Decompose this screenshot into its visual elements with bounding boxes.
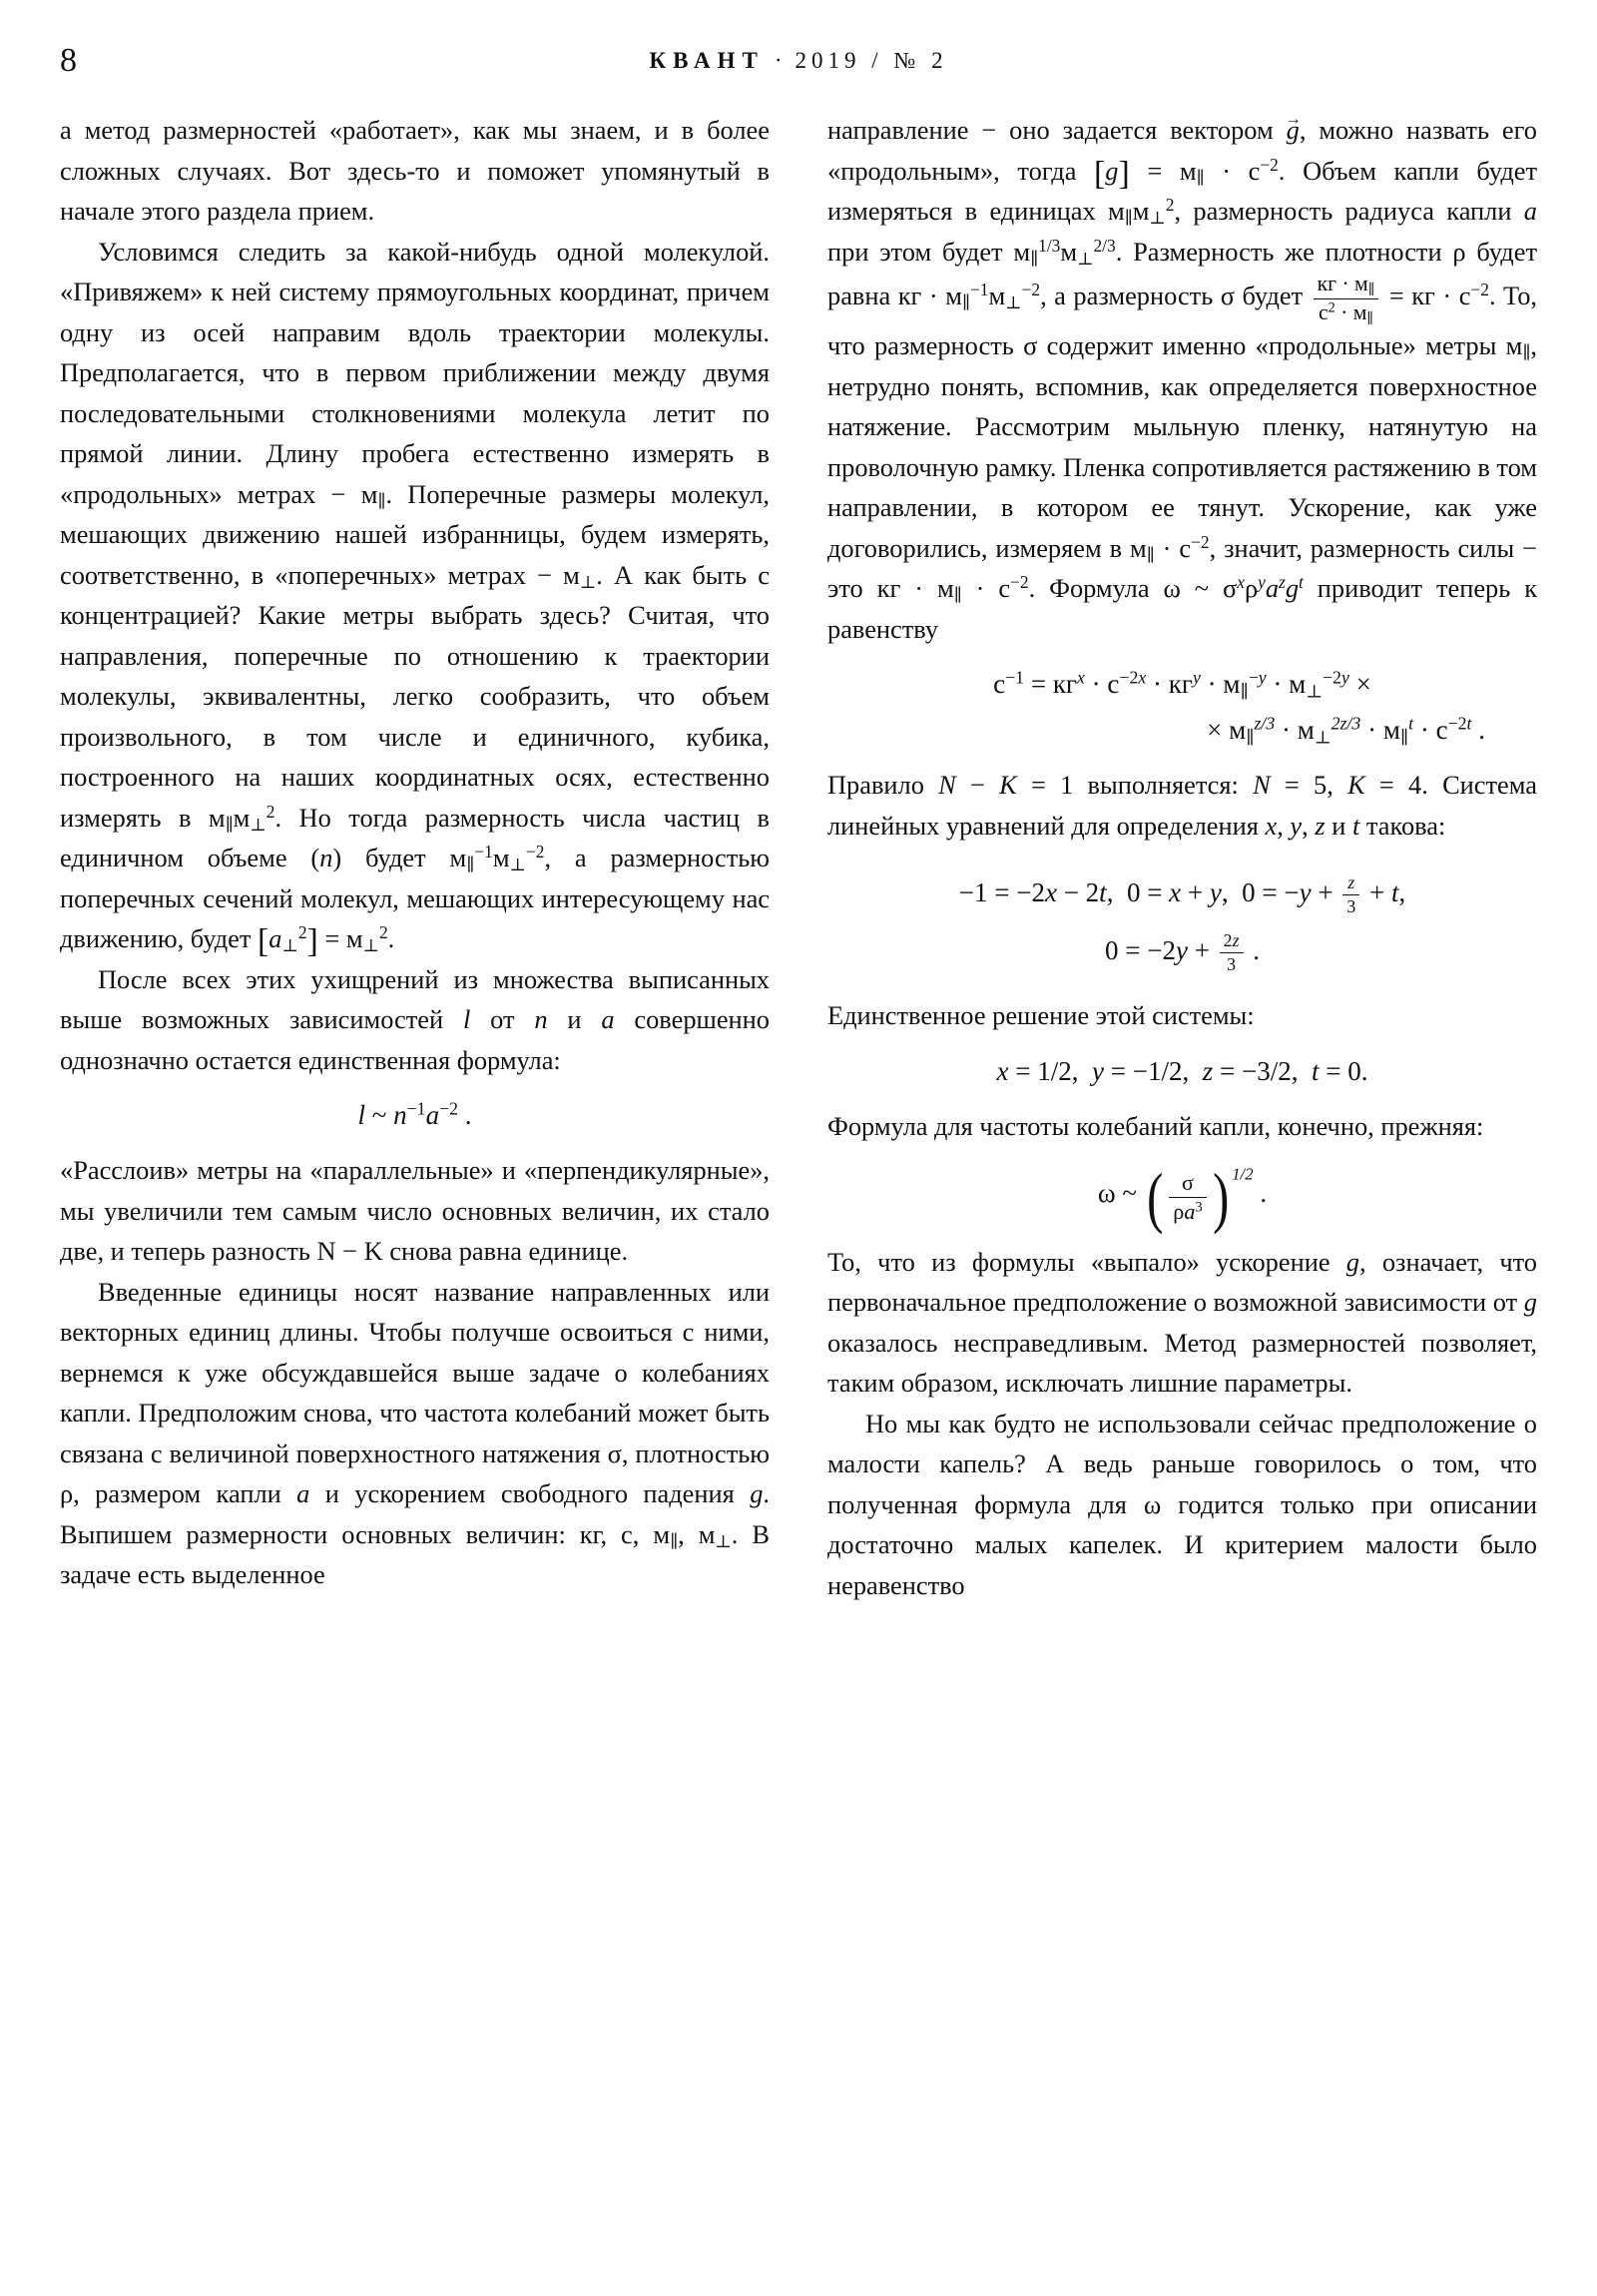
paragraph-text: . Поперечные размеры молекул, мешающих движению нашей избранницы, будем измерять, соответственно, в «поперечных» метрах −: [60, 478, 770, 590]
masthead-separator: ·: [774, 48, 786, 73]
math-var-t: t: [1351, 810, 1360, 841]
left-column: [60, 110, 770, 1605]
math-sigma-dimension-fraction: $\frac{кг \cdot м_\parallel}{с^2 \cdot м_\parallel}$ = кг · $с^{-2}$: [1311, 281, 1489, 310]
paragraph-text: . А как быть с концентрацией? Какие метры выбрать здесь? Считая, что направления, поперечные по отношению к траектории молекулы, эквивалентны, легко сообразить, что объем произвольного, в том числе и единичного, кубика, построенного на наших координатных осях, естественно измерять в: [60, 559, 770, 833]
unit-acceleration: $м_\parallel \cdot с^{-2}$: [1129, 531, 1210, 565]
equation-system-line-2: 0 = −2y + $\frac{2z}{3}$ .: [1104, 930, 1261, 975]
paragraph-droplet-setup: Введенные единицы носят название направленных или векторных единиц длины. Чтобы получше освоиться с ними, вернемся к уже обсуждавшейся выше задаче о колебаниях капли. Предположим снова, что частота колебаний может быть связана с величиной поверхностного натяжения σ, плотностью ρ, размером капли a и ускорением свободного падения g. Выпишем размерности основных величин: кг, с, $м_\parallel$, $м_\perp$. В задаче есть выделенное: [60, 1276, 770, 1589]
display-formula-frequency: ω ~ ( $\frac{\sigma}{\rho a^3}$ ) $^{1/2}$ .: [1097, 1160, 1268, 1236]
running-head: [60, 36, 1537, 92]
math-var-a: a: [296, 1478, 310, 1508]
unit-m-perpendicular: $м_\perp$: [698, 1518, 732, 1551]
math-rho: ρ: [1452, 236, 1466, 267]
display-formula-dimensional-equation: [827, 661, 1537, 753]
math-sigma: σ: [607, 1437, 622, 1468]
math-sigma: σ: [1220, 281, 1235, 311]
paragraph-text: Введенные единицы носят название направленных или векторных единиц длины. Чтобы получше освоиться с ними, вернемся к уже обсуждавшейся выше задаче о колебаниях капли. Предположим снова, что частота колебаний может быть связана с величиной поверхностного натяжения: [60, 1276, 770, 1468]
math-omega-ansatz: ω ~ $\sigma^x\rho^ya^zg^t$: [1163, 572, 1304, 604]
unit-density-dimension: кг · $м_\parallel^{-1}м_\perp^{-2}$: [897, 280, 1041, 313]
unit-volume-droplet: $м_\parallel м_\perp^2$: [1107, 194, 1175, 229]
math-vector-g: g →: [1287, 110, 1300, 151]
paragraph-text: , а размерностью поперечных сечений молекул, мешающих интересующему нас движению, будет: [60, 843, 770, 953]
paragraph-text: Единственное решение этой системы:: [827, 1000, 1255, 1031]
issue-label: 2019 / № 2: [795, 48, 948, 73]
math-var-a: a: [601, 1004, 615, 1034]
paragraph-text: будет: [341, 843, 450, 872]
display-formula-mean-free-path: l ~ $n^{-1}a^{-2}$ .: [357, 1098, 472, 1130]
equation-line-2: × $м_\parallel^{z/3} \cdot м_\perp^{2z/3} \cdot м_\parallel^t \cdot с^{-2t}$ .: [1207, 713, 1485, 748]
paragraph-text: .: [387, 923, 395, 953]
math-var-y: y: [1290, 810, 1303, 841]
paragraph-frequency-intro: [827, 1106, 1537, 1147]
paragraph-rule-nk: Правило N − K = 1 выполняется: N = 5, K = 4. Система линейных уравнений для определения x, y, z и t такова:: [827, 770, 1537, 841]
equation-line-1: $с^{-1} = кг^x \cdot с^{-2x} \cdot кг^y \cdot м_\parallel^{-y} \cdot м_\perp^{-2y}$ ×: [993, 667, 1371, 702]
math-var-z: z: [1315, 810, 1326, 841]
unit-m-parallel: $м_\parallel$: [360, 478, 386, 511]
paragraph-text: . Но тогда размерность числа частиц в единичном объеме: [60, 802, 770, 872]
math-sigma: σ: [1023, 330, 1038, 361]
paragraph-text: Правило: [827, 770, 939, 801]
two-column-layout: [60, 110, 1537, 1605]
display-formula-solution: x = 1/2, y = −1/2, z = −3/2, t = 0.: [996, 1055, 1368, 1086]
math-var-l: l: [462, 1004, 471, 1034]
paragraph-text: То, что из формулы «выпало» ускорение: [827, 1246, 1346, 1277]
math-n-parenthesized: (n): [310, 843, 342, 872]
paragraph-molecule: [60, 232, 770, 959]
math-var-n: n: [534, 1004, 548, 1034]
math-var-a: a: [1523, 196, 1537, 226]
unit-radius-dimension: $м_\parallel^{1/3}м_\perp^{2/3}$: [1013, 235, 1116, 269]
math-var-g: g: [1523, 1287, 1537, 1318]
math-rho: ρ: [60, 1478, 74, 1508]
paragraph-g-dropped: То, что из формулы «выпало» ускорение g, означает, что первоначальное предположение о возможной зависимости от g оказалось несправедливым. Метод размерностей позволяет, таким образом, исключать лишние параметры.: [827, 1246, 1537, 1399]
masthead-line: [60, 48, 1537, 74]
paragraph-text: Но мы как будто не использовали сейчас предположение о малости капель? А ведь раньше говорилось о том, что полученная формула для: [827, 1408, 1537, 1519]
paragraph-text: а метод размерностей «работает», как мы знаем, и в более сложных случаях. Вот здесь-то и поможет упомянутый в начале этого раздела прием.: [60, 115, 770, 226]
unit-m-perpendicular: $м_\perp$: [563, 559, 597, 592]
unit-force: кг · $м_\parallel \cdot с^{-2}$: [876, 572, 1029, 606]
equation-system-line-1: −1 = −2x − 2t, 0 = x + y, 0 = −y + $\frac{z}{3}$ + t,: [958, 872, 1406, 917]
paragraph-smallness-criterion: Но мы как будто не использовали сейчас предположение о малости капель? А ведь раньше говорилось о том, что полученная формула для ω годится только при описании достаточно малых капелек. И критерием малости было неравенство: [827, 1408, 1537, 1600]
paragraph-text: Формула для частоты колебаний капли, конечно, прежняя:: [827, 1110, 1484, 1141]
math-var-x: x: [1265, 810, 1278, 841]
paragraph-vector-units: [60, 1150, 770, 1272]
math-var-g: g: [1345, 1246, 1359, 1277]
paragraph-continuation: [60, 110, 770, 232]
math-K-value: K = 4: [1347, 770, 1422, 801]
unit-number-density: $м_\parallel^{-1}м_\perp^{-2}$: [449, 841, 545, 875]
paragraph-text: направление − оно задается вектором: [827, 115, 1287, 145]
math-rule-nk: N − K = 1: [938, 770, 1074, 801]
right-column: [827, 110, 1537, 1605]
magazine-name: КВАНТ: [649, 48, 765, 73]
unit-m-parallel: $м_\parallel$: [1505, 330, 1531, 363]
math-omega: ω: [1143, 1488, 1162, 1519]
paragraph-text: Условимся следить за какой-нибудь одной молекулой. «Привяжем» к ней систему прямоугольных координат, причем одну из осей направим вдоль траектории молекулы. Предполагается, что в первом приближении между двумя последовательными столкновениями молекула летит по прямой линии. Длину пробега естественно измерять в «продольных» метрах −: [60, 236, 770, 509]
display-formula-linear-system: [827, 863, 1537, 979]
unit-m-parallel: $м_\parallel$: [653, 1518, 679, 1551]
paragraph-solution-intro: [827, 995, 1537, 1036]
unit-cubic-volume: $м_\parallel м_\perp^2$: [208, 801, 275, 835]
math-dimension-g: $[g] = м_\parallel \cdot с^{-2}$: [1094, 154, 1279, 193]
paragraph-text: После всех этих ухищрений из множества выписанных выше возможных зависимостей: [60, 963, 770, 1034]
math-N-value: N = 5: [1253, 770, 1328, 801]
paragraph-longitudinal-direction: направление − оно задается вектором g →, можно назвать его «продольным», тогда $[g] = м_\parallel \cdot с^{-2}$. Объем капли будет измеряться в единицах $м_\parallel м_\perp^2$, размерность радиуса капли a при этом будет $м_\parallel^{1/3}м_\perp^{2/3}$. Размерность же плотности ρ будет равна кг · $м_\parallel^{-1}м_\perp^{-2}$, а размерность σ будет $\frac{кг \cdot м_\parallel}{с^2 \cdot м_\parallel}$ = кг · $с^{-2}$. То, что размерность σ содержит именно «продольные» метры $м_\parallel$, нетрудно понять, вспомнив, как определяется поверхностное натяжение. Рассмотрим мыльную пленку, натянутую на проволочную рамку. Пленка сопротивляется растяжению в том направлении, в котором ее тянут. Ускорение, как уже договорились, измеряем в $м_\parallel \cdot с^{-2}$, значит, размерность силы − это кг · $м_\parallel \cdot с^{-2}$. Формула ω ~ $\sigma^x\rho^ya^zg^t$ приводит теперь к равенству: [827, 110, 1537, 649]
paragraph-single-formula-intro: После всех этих ухищрений из множества выписанных выше возможных зависимостей l от n и a совершенно однозначно остается единственная формула:: [60, 963, 770, 1075]
math-var-g: g: [750, 1478, 764, 1508]
math-cross-section-dimension: $[a_\perp^2] = м_\perp^2$: [258, 921, 388, 960]
paragraph-text: «Расслоив» метры на «параллельные» и «перпендикулярные», мы увеличили тем самым число основных величин, их стало две, и теперь разность N − K снова равна единице.: [60, 1155, 770, 1266]
page-number: 8: [60, 42, 77, 79]
